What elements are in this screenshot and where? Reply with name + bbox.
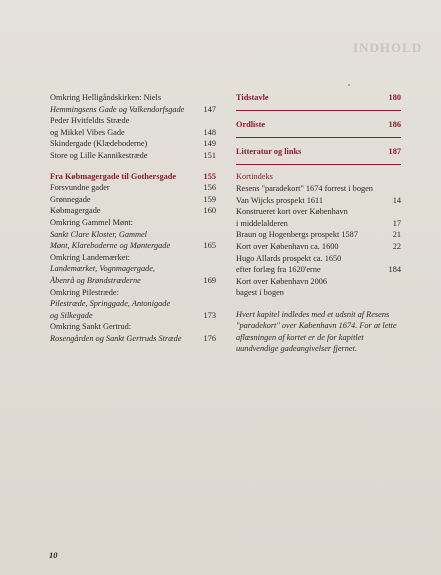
- toc-entry: og Mikkel Vibes Gade 148: [50, 127, 216, 137]
- entry-title: Konstrueret kort over København: [236, 207, 348, 217]
- entry-title: Pilestræde, Springgade, Antonigade: [50, 299, 171, 309]
- toc-entry: [50, 229, 216, 241]
- toc-entry: [50, 240, 216, 252]
- toc-entry: [236, 206, 401, 218]
- entry-title: Forsvundne gader: [50, 183, 110, 193]
- entry-title: Mønt, Klareboderne og Møntergade: [50, 241, 171, 251]
- entry-title: i middelalderen: [236, 218, 288, 228]
- divider: [236, 137, 401, 138]
- entry-page: 17: [392, 218, 401, 228]
- toc-entry: Peder Hvitfeldts Stræde: [50, 116, 130, 126]
- toc-entry: [50, 194, 216, 206]
- entry-page: 156: [203, 183, 216, 193]
- entry-title: efter forlæg fra 1620'erne: [236, 265, 321, 275]
- toc-entry: [50, 298, 216, 310]
- toc-entry: [50, 252, 216, 264]
- toc-entry: [50, 182, 216, 194]
- entry-title: og Silkegade: [50, 310, 93, 320]
- entry-title: Omkring Landemærket:: [50, 252, 130, 262]
- entry-title: bagest i bogen: [236, 288, 284, 298]
- entry-title: Van Wijcks prospekt 1611: [236, 195, 324, 205]
- heading-litteratur: Litteratur og links 187: [236, 147, 401, 156]
- entry-title: Grønnegade: [50, 194, 91, 204]
- heading-ordliste: Ordliste 186: [236, 120, 401, 129]
- bleed-through-heading: INDHOLD: [353, 40, 423, 55]
- toc-entry: [236, 264, 401, 276]
- entry-title: Resens "paradekort" 1674 forrest i bogen: [236, 184, 373, 193]
- entry-title: Sankt Clare Kloster, Gammel: [50, 229, 147, 239]
- heading-tidstavle: Tidstavle 180: [236, 93, 401, 102]
- divider: [236, 110, 401, 111]
- toc-entry: [50, 310, 216, 322]
- toc-entry: [236, 195, 401, 207]
- left-part2: [50, 182, 216, 344]
- entry-title: Braun og Hogenbergs prospekt 1587: [236, 230, 358, 240]
- entry-title: Landemærket, Vognmagergade,: [50, 264, 156, 274]
- entry-title: Hugo Allards prospekt ca. 1650: [236, 253, 342, 263]
- toc-entry: Omkring Helligåndskirken: Niels: [50, 93, 162, 102]
- toc-entry: Store og Lille Kannikestræde 151: [50, 150, 216, 160]
- toc-entry: [236, 229, 401, 241]
- entry-page: 176: [203, 333, 216, 343]
- chapter-note: Hvert kapitel indledes med et udsnit af Resens "paradekort" over København 1674. For at lette aflæsningen af kortet er de for kapitlet uundvendige gadeangivelser fjernet.: [236, 309, 397, 354]
- toc-entry: [50, 333, 216, 345]
- toc-entry: [50, 275, 216, 287]
- toc-entry: Skindergade (Klædeboderne) 149: [50, 139, 216, 149]
- toc-entry: [236, 183, 401, 195]
- entry-page: 160: [203, 206, 216, 216]
- entry-page: 169: [203, 275, 216, 285]
- toc-entry: Hemmingsens Gade og Valkendorfsgade 147: [50, 104, 216, 114]
- kortindeks-list: [236, 183, 401, 299]
- right-column: [236, 92, 401, 355]
- toc-entry: [50, 217, 216, 229]
- toc-entry: [50, 263, 216, 275]
- toc-entry: [50, 321, 216, 333]
- entry-title: Omkring Pilestræde:: [50, 287, 119, 297]
- toc-entry: [236, 287, 401, 299]
- entry-title: Omkring Sankt Gertrud:: [50, 322, 132, 332]
- toc-entry: [236, 253, 401, 265]
- entry-page: 22: [392, 241, 401, 251]
- divider: [236, 164, 401, 165]
- toc-entry: [236, 218, 401, 230]
- entry-page: 14: [392, 195, 401, 205]
- paper-speck: [348, 84, 350, 86]
- toc-entry: [236, 276, 401, 288]
- toc-entry: [236, 241, 401, 253]
- entry-title: Kort over København 2006: [236, 276, 328, 286]
- kortindeks-title: Kortindeks: [236, 172, 273, 181]
- entry-page: 21: [392, 230, 401, 240]
- toc-entry: [50, 287, 216, 299]
- entry-title: Rosengården og Sankt Gertruds Stræde: [50, 333, 182, 343]
- entry-page: 184: [388, 265, 401, 275]
- entry-title: Kort over København ca. 1600: [236, 241, 339, 251]
- entry-title: Åbenrå og Brøndstræderne: [50, 275, 141, 285]
- entry-title: Købmagergade: [50, 206, 101, 216]
- entry-title: Omkring Gammel Mønt:: [50, 217, 133, 227]
- section-heading: Fra Købmagergade til Gothersgade 155: [50, 171, 216, 181]
- entry-page: 159: [203, 194, 216, 204]
- left-part1: [50, 92, 216, 162]
- entry-page: 173: [203, 310, 216, 320]
- page-number: 10: [49, 550, 58, 560]
- left-column: [50, 92, 216, 344]
- toc-entry: [50, 205, 216, 217]
- entry-page: 165: [203, 241, 216, 251]
